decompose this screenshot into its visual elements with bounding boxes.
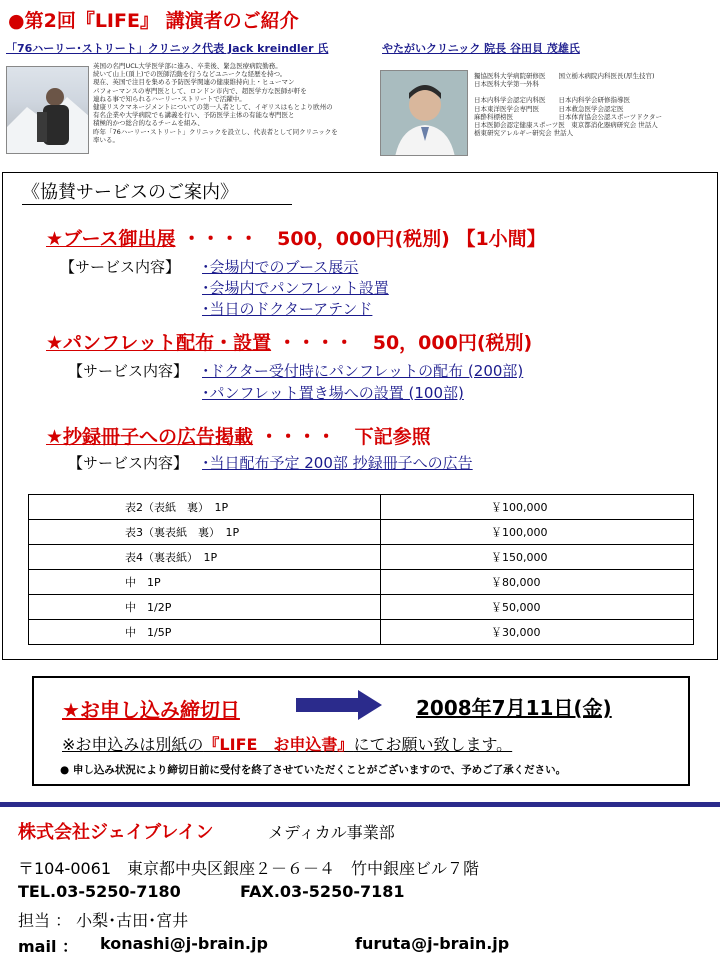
ad-title [46,422,431,449]
table-row [29,495,694,520]
price-value: ￥30,000 [381,620,694,645]
mail-label: mail ： [18,937,79,956]
booth-title [46,224,546,251]
price-value: ￥50,000 [381,595,694,620]
section-title-text: 第2回『LIFE』 講演者のご紹介 [24,10,299,32]
table-row [29,620,694,645]
pamphlet-price: ・・・・ 50，000円(税別) [277,332,533,354]
company-tel: TEL.03-5250-7180 [18,882,181,901]
price-item: 表4（裏表紙） 1P [29,545,381,570]
table-row [29,595,694,620]
speaker-2-bio: 獨協医科大学病院研修医 国立栃木病院内科医長(厚生技官) 日本医科大学第一外科 日本内科学会認定内科医 日本内科学会研修指導医 日本東洋医学会専門医 日本救急医学会認定医 麻酔科標榜医 日本体育協会公認スポーツドクター 日本医師会認定健康スポーツ医 東京都消化器病研究会 世話人 栃東研究アレルギー研究会 世話人 [474,72,662,138]
mail-address-2[interactable]: furuta@j-brain.jp [355,934,510,953]
deadline-label: ★お申し込み締切日 [62,698,240,722]
bullet-icon: ● [8,10,25,32]
mail-address-1[interactable]: konashi@j-brain.jp [100,934,268,953]
apply-note: ※お申込みは別紙の『LIFE お申込書』にてお願い致します。 [62,735,513,754]
price-item: 中 1P [29,570,381,595]
speaker-1-bio: 英国の名門UCL大学医学部に進み、卒業後、緊急医療病院勤務。 続いて山上(頂上)での医師活動を行うなどユニークな経歴を持つ。 現在、英国で注目を集める予防医学関連の健康維持向上・ヒューマン パフォーマンスの専門医として、ロンドン市内で、超医学方な医師が軒を 連ねる事で知られるハーリー･ストリートで活躍中。 健康リスクマネージメントについての第一人者として、イギリスはもとより欧州の 有名企業や大学病院でも講義を行い、予防医学主体の有能な専門医と 積極的かつ総合的なるチームを組み、 昨年「76ハーリー･ストリート」クリニックを設立し、代表者として同クリニックを 率いる。 [93,62,338,144]
company-department: メディカル事業部 [268,823,395,842]
price-item: 表2（表紙 裏） 1P [29,495,381,520]
section-title [8,6,299,33]
speaker-1-name: 「76ハーリー･ストリート」クリニック代表 Jack kreindler 氏 [6,42,329,55]
arrow-right-icon [296,690,382,720]
speaker-2-photo [380,70,468,156]
company-name: 株式会社ジェイブレイン [18,822,214,843]
booth-service-label: 【サービス内容】 [60,258,181,276]
sponsor-heading-underline [22,204,292,205]
company-address: 〒104-0061 東京都中央区銀座２－６－４ 竹中銀座ビル７階 [18,859,480,878]
price-item: 中 1/2P [29,595,381,620]
booth-price: ・・・・ 500，000円(税別) 【1小間】 [182,228,546,250]
speaker-2-name: やたがいクリニック 院長 谷田貝 茂雄氏 [382,42,580,55]
price-item: 中 1/5P [29,620,381,645]
application-form-name: 『LIFE お申込書』 [203,735,354,754]
close-note: ● 申し込み状況により締切日前に受付を終了させていただくことがございますので、予めご了承ください。 [60,764,567,776]
price-value: ￥150,000 [381,545,694,570]
pamphlet-service-1: ･ドクター受付時にパンフレットの配布 (200部) [202,362,524,380]
pamphlet-service-2: ･パンフレット置き場への設置 (100部) [202,384,464,402]
price-item: 表3（裏表紙 裏） 1P [29,520,381,545]
table-row [29,570,694,595]
price-value: ￥80,000 [381,570,694,595]
sponsor-heading: 《協賛サービスのご案内》 [22,182,238,203]
booth-name: ★ブース御出展 [46,228,176,250]
pamphlet-title [46,328,532,355]
price-value: ￥100,000 [381,520,694,545]
table-row [29,520,694,545]
booth-service-2: ･会場内でパンフレット設置 [202,279,389,297]
booth-service-1: ･会場内でのブース展示 [202,258,359,276]
deadline-date: 2008年7月11日(金) [416,696,612,720]
price-table [28,494,694,645]
speaker-1-photo [6,66,89,154]
table-row [29,545,694,570]
contact-persons: 担当 ： 小梨･古田･宮井 [18,911,189,930]
ad-service-1: ･当日配布予定 200部 抄録冊子への広告 [202,454,473,472]
divider [0,802,720,807]
price-value: ￥100,000 [381,495,694,520]
ad-price: ・・・・ 下記参照 [259,426,431,448]
ad-name: ★抄録冊子への広告掲載 [46,426,254,448]
ad-service-label: 【サービス内容】 [68,454,189,472]
booth-service-3: ･当日のドクターアテンド [202,300,373,318]
pamphlet-service-label: 【サービス内容】 [68,362,189,380]
pamphlet-name: ★パンフレット配布・設置 [46,332,272,354]
company-fax: FAX.03-5250-7181 [240,882,405,901]
